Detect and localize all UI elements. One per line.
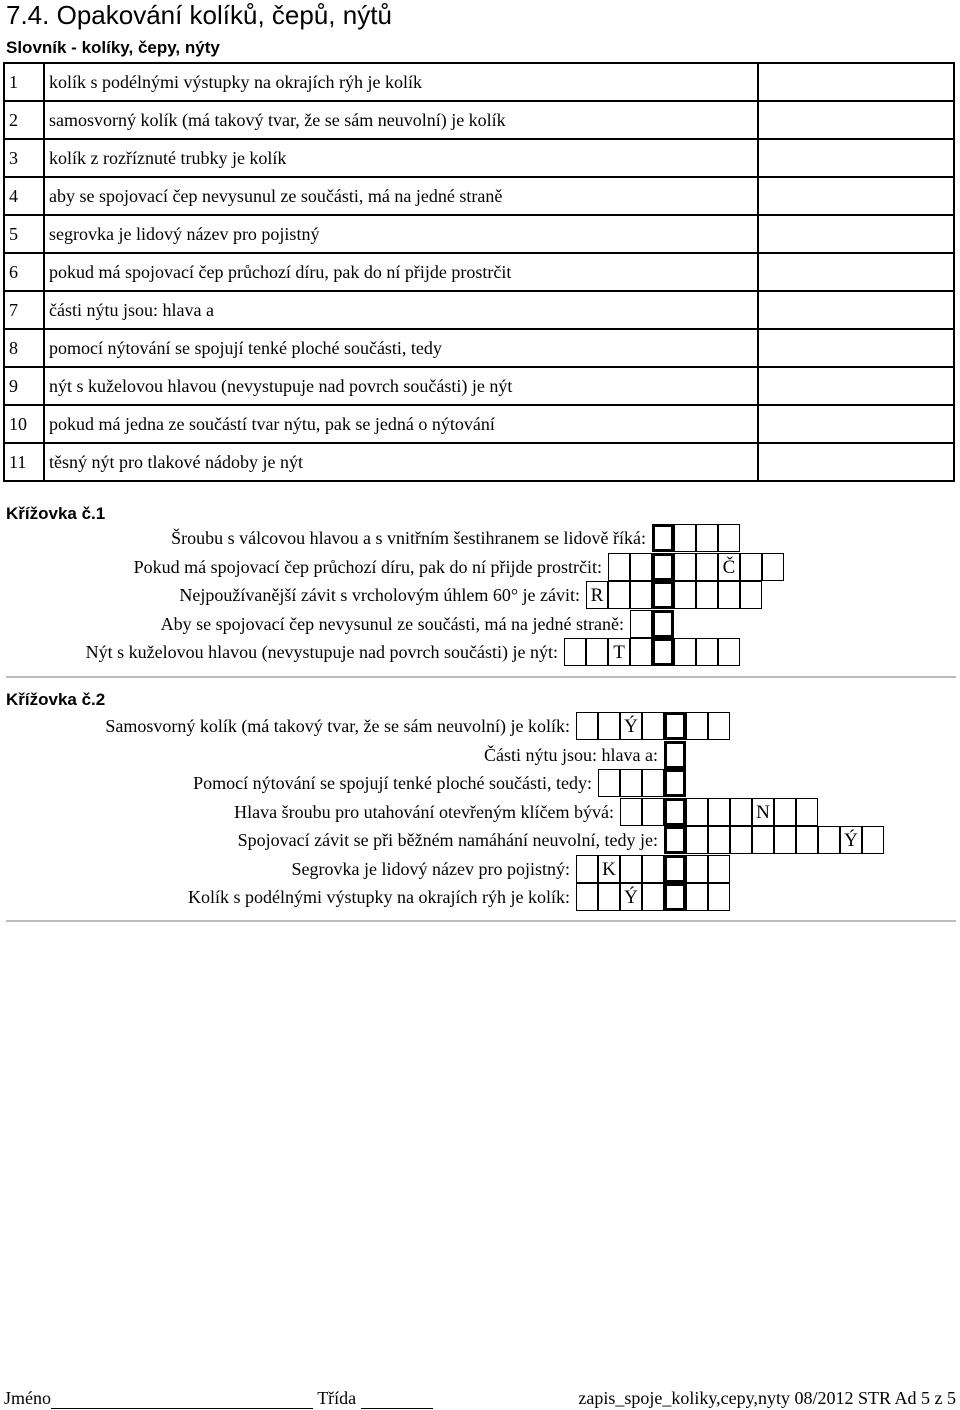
crossword-clue: Samosvorný kolík (má takový tvar, že se sám neuvolní) je kolík: xyxy=(105,716,570,736)
vocab-answer-cell[interactable] xyxy=(758,177,954,215)
vocab-row xyxy=(4,291,954,329)
crossword-cell[interactable] xyxy=(796,826,818,854)
crossword-cell[interactable]: Ý xyxy=(620,883,642,911)
crossword-cell[interactable] xyxy=(686,798,708,826)
vocab-row xyxy=(4,139,954,177)
crossword-key-cell[interactable] xyxy=(664,712,686,740)
divider xyxy=(6,676,956,678)
vocab-number: 10 xyxy=(4,405,44,443)
crossword-cell[interactable] xyxy=(598,769,620,797)
vocab-text: aby se spojovací čep nevysunul ze součásti, má na jedné straně xyxy=(44,177,758,215)
crossword-key-cell[interactable] xyxy=(652,553,674,581)
vocab-number: 6 xyxy=(4,253,44,291)
crossword-cell[interactable] xyxy=(598,883,620,911)
crossword-clue: Nýt s kuželovou hlavou (nevystupuje nad povrch součásti) je nýt: xyxy=(85,642,558,662)
vocab-heading: Slovník - kolíky, čepy, nýty xyxy=(6,38,220,57)
crossword-cell[interactable]: Ý xyxy=(620,712,642,740)
footer-name-class xyxy=(4,1388,433,1409)
crossword-cell[interactable] xyxy=(718,524,740,552)
crossword-clue: Pokud má spojovací čep průchozí díru, pak do ní přijde prostrčit: xyxy=(133,556,602,577)
vocab-row xyxy=(4,405,954,443)
crossword-key-cell[interactable] xyxy=(652,581,674,609)
crossword-clue: Segrovka je lidový název pro pojistný: xyxy=(291,858,570,879)
crossword-cell[interactable] xyxy=(708,798,730,826)
crossword-cell[interactable] xyxy=(620,769,642,797)
vocab-answer-cell[interactable] xyxy=(758,101,954,139)
vocab-row xyxy=(4,443,954,481)
crossword-cell[interactable] xyxy=(630,610,652,638)
crossword-cell[interactable] xyxy=(642,712,664,740)
crossword-cell[interactable] xyxy=(576,883,598,911)
crossword-cell[interactable] xyxy=(708,855,730,883)
crossword-key-cell[interactable] xyxy=(664,883,686,911)
crossword-cell[interactable] xyxy=(630,638,652,666)
crossword-key-cell[interactable] xyxy=(664,826,686,854)
crossword-key-cell[interactable] xyxy=(664,855,686,883)
vocab-answer-cell[interactable] xyxy=(758,405,954,443)
crossword-cell[interactable] xyxy=(774,798,796,826)
crossword-key-cell[interactable] xyxy=(664,769,686,797)
crossword-clue: Pomocí nýtování se spojují tenké ploché součásti, tedy: xyxy=(193,773,592,793)
crossword-cell[interactable] xyxy=(576,855,598,883)
crossword-cell[interactable] xyxy=(718,581,740,609)
vocab-text: těsný nýt pro tlakové nádoby je nýt xyxy=(44,443,758,481)
vocab-number: 4 xyxy=(4,177,44,215)
crossword-clue: Aby se spojovací čep nevysunul ze součásti, má na jedné straně: xyxy=(160,613,624,634)
vocab-row xyxy=(4,367,954,405)
crossword-cell[interactable] xyxy=(674,553,696,581)
vocab-number: 5 xyxy=(4,215,44,253)
crossword-cell[interactable] xyxy=(730,826,752,854)
crossword-cell[interactable]: Č xyxy=(718,553,740,581)
vocabulary-table xyxy=(3,62,955,482)
crossword-clue: Hlava šroubu pro utahování otevřeným klíčem bývá: xyxy=(234,801,614,822)
crossword-cell[interactable] xyxy=(696,638,718,666)
crossword-cell[interactable] xyxy=(608,581,630,609)
crossword-cell[interactable] xyxy=(686,855,708,883)
crossword-cell[interactable]: T xyxy=(608,638,630,666)
vocab-number: 11 xyxy=(4,443,44,481)
crossword-cell[interactable]: Ý xyxy=(840,826,862,854)
crossword-cell[interactable] xyxy=(686,712,708,740)
crossword-cell[interactable] xyxy=(796,798,818,826)
divider xyxy=(6,920,956,922)
crossword-cell[interactable] xyxy=(708,826,730,854)
page-title: 7.4. Opakování kolíků, čepů, nýtů xyxy=(6,0,392,30)
vocab-text: kolík z rozříznuté trubky je kolík xyxy=(44,139,758,177)
vocab-text: segrovka je lidový název pro pojistný xyxy=(44,215,758,253)
vocab-row xyxy=(4,329,954,367)
crossword-cell[interactable] xyxy=(740,581,762,609)
crossword-cell[interactable]: K xyxy=(598,855,620,883)
crossword-cell[interactable] xyxy=(818,826,840,854)
vocab-number: 8 xyxy=(4,329,44,367)
name-field[interactable] xyxy=(51,1390,313,1409)
crossword-cell[interactable]: N xyxy=(752,798,774,826)
crossword-1-heading: Křížovka č.1 xyxy=(6,504,106,523)
crossword-cell[interactable] xyxy=(708,883,730,911)
crossword-key-cell[interactable] xyxy=(664,798,686,826)
vocab-text: samosvorný kolík (má takový tvar, že se sám neuvolní) je kolík xyxy=(44,101,758,139)
vocab-answer-cell[interactable] xyxy=(758,443,954,481)
crossword-cell[interactable] xyxy=(718,638,740,666)
vocab-answer-cell[interactable] xyxy=(758,329,954,367)
crossword-cell[interactable] xyxy=(762,553,784,581)
crossword-key-cell[interactable] xyxy=(652,638,674,666)
vocab-number: 2 xyxy=(4,101,44,139)
name-label: Jméno xyxy=(4,1388,51,1408)
crossword-cell[interactable] xyxy=(696,581,718,609)
vocab-answer-cell[interactable] xyxy=(758,253,954,291)
crossword-cell[interactable] xyxy=(642,855,664,883)
crossword-cell[interactable] xyxy=(774,826,796,854)
crossword-cell[interactable] xyxy=(730,798,752,826)
crossword-cell[interactable] xyxy=(642,883,664,911)
crossword-key-cell[interactable] xyxy=(664,741,686,769)
crossword-cell[interactable]: R xyxy=(586,581,608,609)
vocab-answer-cell[interactable] xyxy=(758,291,954,329)
vocab-answer-cell[interactable] xyxy=(758,215,954,253)
crossword-cell[interactable] xyxy=(608,553,630,581)
crossword-clue: Spojovací závit se při běžném namáhání neuvolní, tedy je: xyxy=(237,830,658,850)
crossword-cell[interactable] xyxy=(620,798,642,826)
vocab-number: 9 xyxy=(4,367,44,405)
vocab-text: nýt s kuželovou hlavou (nevystupuje nad povrch součásti) je nýt xyxy=(44,367,758,405)
crossword-cell[interactable] xyxy=(696,524,718,552)
crossword-cell[interactable] xyxy=(586,638,608,666)
crossword-cell[interactable] xyxy=(674,581,696,609)
crossword-clue: Části nýtu jsou: hlava a: xyxy=(484,744,658,765)
class-label: Třída xyxy=(317,1388,357,1408)
vocab-row xyxy=(4,101,954,139)
vocab-row xyxy=(4,253,954,291)
crossword-cell[interactable] xyxy=(620,855,642,883)
crossword-cell[interactable] xyxy=(740,553,762,581)
crossword-cell[interactable] xyxy=(564,638,586,666)
vocab-row xyxy=(4,215,954,253)
crossword-cell[interactable] xyxy=(752,826,774,854)
crossword-cell[interactable] xyxy=(674,524,696,552)
crossword-cell[interactable] xyxy=(630,553,652,581)
footer-file-info: zapis_spoje_koliky,cepy,nyty 08/2012 STR Ad 5 z 5 xyxy=(578,1388,956,1408)
crossword-cell[interactable] xyxy=(708,712,730,740)
vocab-text: kolík s podélnými výstupky na okrajích rýh je kolík xyxy=(44,63,758,101)
class-field[interactable] xyxy=(361,1390,433,1409)
crossword-cell[interactable] xyxy=(598,712,620,740)
vocab-text: pokud má jedna ze součástí tvar nýtu, pak se jedná o nýtování xyxy=(44,405,758,443)
vocab-text: části nýtu jsou: hlava a xyxy=(44,291,758,329)
vocab-row xyxy=(4,63,954,101)
vocab-row xyxy=(4,177,954,215)
crossword-cell[interactable] xyxy=(862,826,884,854)
vocab-answer-cell[interactable] xyxy=(758,367,954,405)
crossword-cell[interactable] xyxy=(686,826,708,854)
vocab-answer-cell[interactable] xyxy=(758,63,954,101)
vocab-number: 3 xyxy=(4,139,44,177)
vocab-text: pomocí nýtování se spojují tenké ploché součásti, tedy xyxy=(44,329,758,367)
vocab-number: 7 xyxy=(4,291,44,329)
crossword-clue: Nejpoužívanější závit s vrcholovým úhlem 60° je závit: xyxy=(179,585,580,605)
vocab-text: pokud má spojovací čep průchozí díru, pak do ní přijde prostrčit xyxy=(44,253,758,291)
crossword-cell[interactable] xyxy=(642,769,664,797)
crossword-cell[interactable] xyxy=(686,883,708,911)
crossword-cell[interactable] xyxy=(696,553,718,581)
crossword-key-cell[interactable] xyxy=(652,524,674,552)
crossword-2-heading: Křížovka č.2 xyxy=(6,690,106,709)
vocab-answer-cell[interactable] xyxy=(758,139,954,177)
crossword-cell[interactable] xyxy=(642,798,664,826)
crossword-key-cell[interactable] xyxy=(652,610,674,638)
crossword-cell[interactable] xyxy=(674,638,696,666)
crossword-cell[interactable] xyxy=(630,581,652,609)
crossword-clue: Šroubu s válcovou hlavou a s vnitřním šestihranem se lidově říká: xyxy=(171,528,646,548)
crossword-clue: Kolík s podélnými výstupky na okrajích rýh je kolík: xyxy=(188,887,570,907)
crossword-cell[interactable] xyxy=(576,712,598,740)
vocab-number: 1 xyxy=(4,63,44,101)
